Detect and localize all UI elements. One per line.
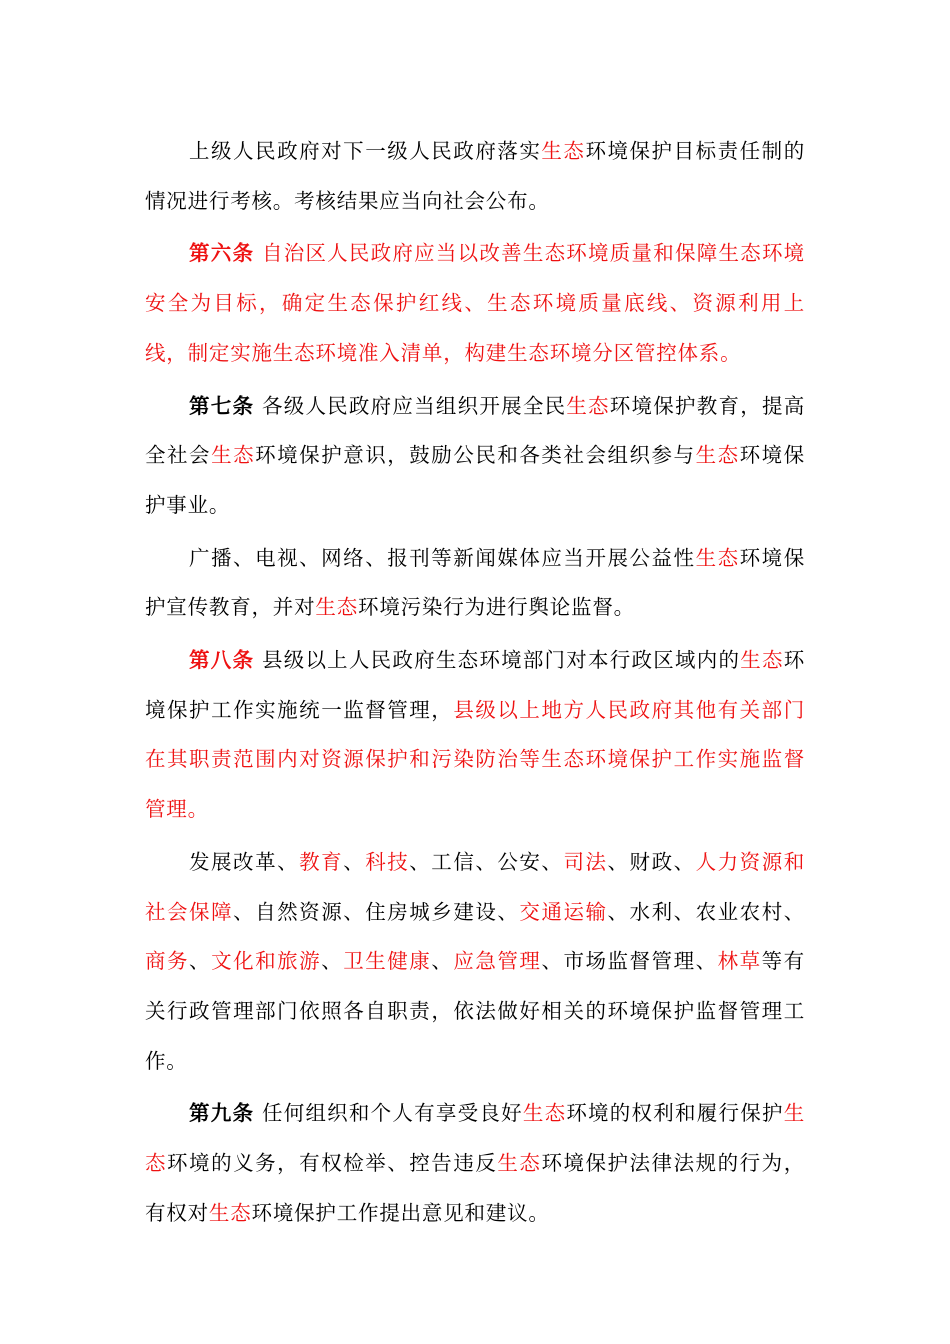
highlighted-text: 司法 — [563, 849, 608, 874]
body-text: 广播、电视、网络、报刊等新闻媒体应当开展公益性 — [189, 545, 696, 570]
body-text: 、市场监督管理、 — [541, 949, 718, 974]
body-text: 环境的权利和履行保护 — [566, 1101, 784, 1126]
highlighted-text: 交通运输 — [519, 899, 608, 924]
body-text: 环境污染行为进行舆论监督。 — [358, 595, 635, 620]
body-text: 、 — [343, 849, 366, 874]
highlighted-text: 生态 — [522, 1101, 567, 1126]
highlighted-text: 商务 — [145, 949, 190, 974]
body-text: 各级人民政府应当组织开展全民 — [254, 393, 567, 418]
highlighted-text: 生态 — [497, 1151, 542, 1176]
body-text: 环境保护宣传教育，并对 — [145, 545, 805, 620]
paragraph-article-6 — [145, 229, 805, 378]
highlighted-text: 生态 — [695, 443, 740, 468]
highlighted-text: 生态 — [740, 648, 784, 673]
highlighted-text: 生态 — [145, 1101, 805, 1176]
paragraph-article-9 — [145, 1089, 805, 1238]
body-text: 、 — [431, 949, 454, 974]
body-text: 、 — [321, 949, 344, 974]
body-text: 、 — [189, 949, 212, 974]
highlighted-text: 文化和旅游 — [211, 949, 322, 974]
body-text: 环境保护工作实施统一监督管理， — [145, 648, 805, 722]
article-number: 第六条 — [189, 241, 255, 266]
body-text: 环境保护教育，提高全社会 — [145, 393, 806, 468]
highlighted-text: 生态 — [315, 595, 359, 620]
highlighted-text: 教育 — [299, 849, 344, 874]
highlighted-text: 生态 — [566, 393, 610, 418]
paragraph-p1 — [145, 127, 805, 226]
highlighted-text: 林草 — [717, 949, 762, 974]
body-text: 、自然资源、住房城乡建设、 — [233, 899, 520, 924]
body-text: 等有关行政管理部门依照各自职责，依法做好相关的环境保护监督管理工作。 — [145, 949, 805, 1073]
body-text: 、水利、农业农村、 — [607, 899, 806, 924]
body-text: 环境保护法律法规的行为，有权对 — [145, 1151, 805, 1225]
highlighted-text: 自治区人民政府应当以改善生态环境质量和保障生态环境安全为目标，确定生态保护红线、生态环境质量底线、资源利用上线，制定实施生态环境准入清单，构建生态环境分区管控体系。 — [145, 241, 805, 365]
paragraph-p4 — [145, 534, 805, 633]
body-text: 发展改革、 — [189, 849, 300, 874]
article-number: 第八条 — [189, 648, 255, 673]
highlighted-text: 生态 — [208, 1200, 252, 1225]
highlighted-text: 生态 — [541, 139, 586, 163]
paragraph-p6 — [145, 838, 805, 1087]
document-body — [145, 127, 805, 1241]
highlighted-text: 人力资源和社会保障 — [145, 849, 806, 924]
body-text: 、财政、 — [607, 849, 696, 874]
body-text: 环境保护目标责任制的情况进行考核。考核结果应当向社会公布。 — [145, 139, 805, 213]
paragraph-article-8 — [145, 636, 805, 835]
body-text: 环境保护工作提出意见和建议。 — [251, 1200, 550, 1225]
body-text: 环境保护意识，鼓励公民和各类社会组织参与 — [255, 443, 696, 468]
highlighted-text: 县级以上地方人民政府其他有关部门在其职责范围内对资源保护和污染防治等生态环境保护工作实施监督管理。 — [145, 697, 805, 822]
body-text: 县级以上人民政府生态环境部门对本行政区域内的 — [254, 648, 741, 673]
body-text: 环境的义务，有权检举、控告违反 — [167, 1151, 498, 1176]
highlighted-text: 卫生健康 — [343, 949, 432, 974]
highlighted-text: 生态 — [695, 545, 740, 570]
body-text: 、工信、公安、 — [409, 849, 564, 874]
highlighted-text: 应急管理 — [453, 949, 542, 974]
paragraph-article-7 — [145, 382, 805, 531]
article-number: 第七条 — [189, 393, 255, 418]
highlighted-text: 科技 — [365, 849, 410, 874]
body-text: 任何组织和个人有享受良好 — [254, 1101, 523, 1126]
highlighted-text: 生态 — [211, 443, 256, 468]
body-text: 环境保护事业。 — [145, 443, 805, 517]
body-text: 上级人民政府对下一级人民政府落实 — [189, 139, 542, 163]
article-number: 第九条 — [189, 1101, 255, 1126]
